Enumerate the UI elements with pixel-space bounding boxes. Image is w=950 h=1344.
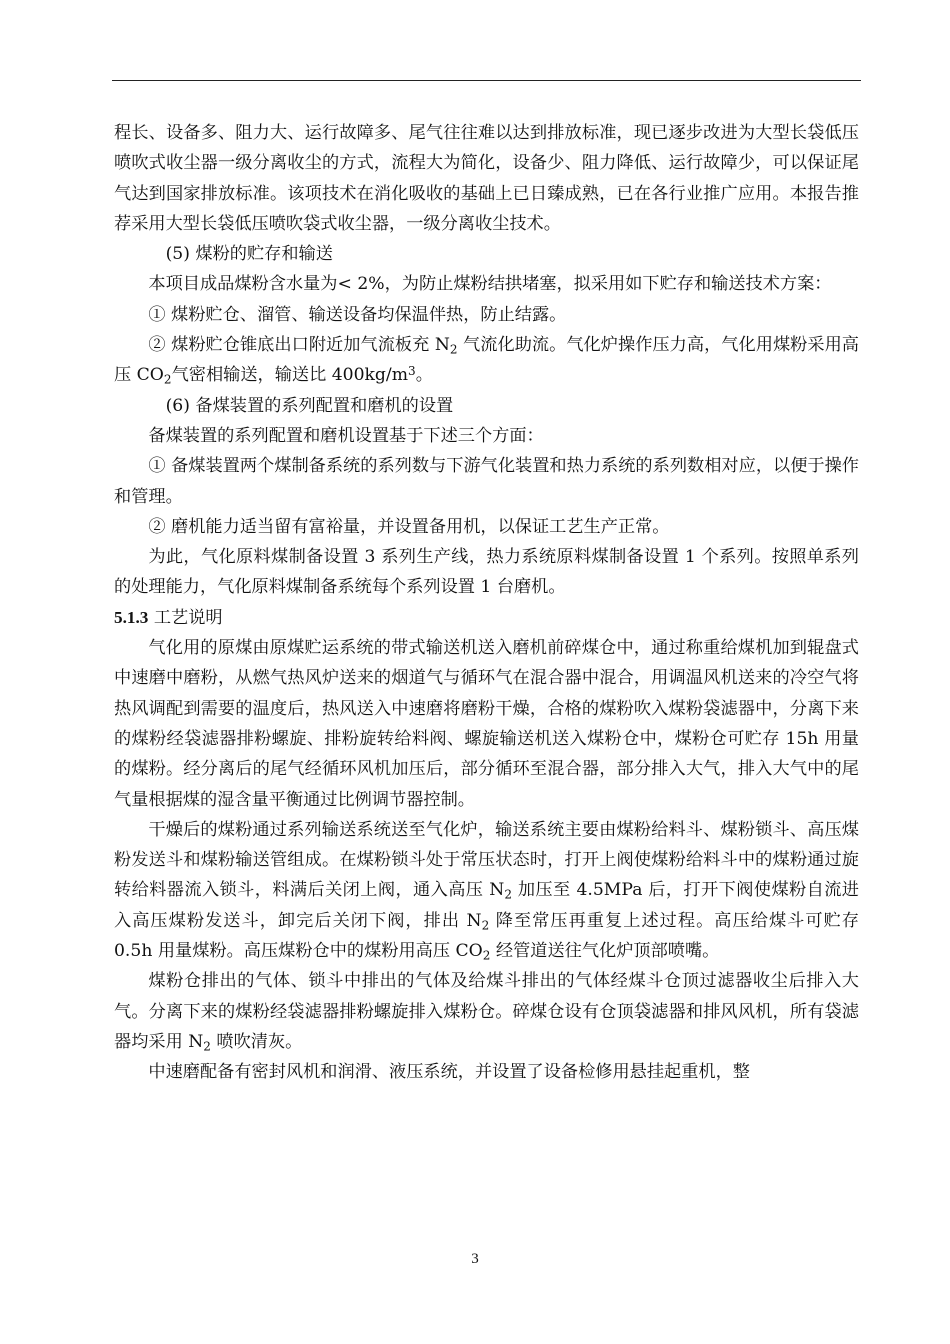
page-number: 3 <box>471 1251 479 1267</box>
section-title: 工艺说明 <box>153 607 223 628</box>
paragraph-dust-collection: 程长、设备多、阻力大、运行故障多、尾气往往难以达到排放标准，现已逐步改进为大型长袋低压喷吹式收尘器一级分离收尘的方式，流程大为简化，设备少、阻力降低、运行故障少，可以保证尾气达到国家排放标准。该项技术在消化吸收的基础上已日臻成熟，已在各行业推广应用。本报告推荐采用大型长袋低压喷吹袋式收尘器，一级分离收尘技术。 <box>114 123 859 234</box>
paragraph-exhaust-gas: 煤粉仓排出的气体、锁斗中排出的气体及给煤斗排出的气体经煤斗仓顶过滤器收尘后排入大气。分离下来的煤粉经袋滤器排粉螺旋排入煤粉仓。碎煤仓设有仓顶袋滤器和排风风机，所有袋滤器均采用 $N_2$ 喷吹清灰。 <box>114 971 859 1054</box>
paragraph-grinding-process: 气化用的原煤由原煤贮运系统的带式输送机送入磨机前碎煤仓中，通过称重给煤机加到辊盘式中速磨中磨粉，从燃气热风炉送来的烟道气与循环气在混合器中混合，用调温风机送来的冷空气将热风调配到需要的温度后，热风送入中速磨将磨粉干燥，合格的煤粉吹入煤粉袋滤器中，分离下来的煤粉经袋滤器排粉螺旋、排粉旋转给料阀、螺旋输送机送入煤粉仓中，煤粉仓可贮存 15h 用量的煤粉。经分离后的尾气经循环风机加压后，部分循环至混合器，部分排入大气，排入大气中的尾气量根据煤的湿含量平衡通过比例调节器控制。 <box>114 638 859 810</box>
paragraph-moisture: 本项目成品煤粉含水量为< 2%，为防止煤粉结拱堵塞，拟采用如下贮存和输送技术方案： <box>148 274 832 295</box>
section-number: 5.1.3 <box>114 607 149 627</box>
list-item-fluidization: ② 煤粉贮仓锥底出口附近加气流板充 $N_2$ 气流化助流。气化炉操作压力高，气化用煤粉采用高压 $CO_2$气密相输送，输送比 $400kg/m^3$。 <box>114 335 859 387</box>
paragraph-production-lines: 为此，气化原料煤制备设置 3 系列生产线，热力系统原料煤制备设置 1 个系列。按照单系列的处理能力，气化原料煤制备系统每个系列设置 1 台磨机。 <box>114 547 859 598</box>
heading-series-config: (6) 备煤装置的系列配置和磨机的设置 <box>165 395 454 416</box>
header-rule <box>112 80 861 81</box>
heading-coal-storage: (5) 煤粉的贮存和输送 <box>165 244 333 265</box>
list-item-series-count: ① 备煤装置两个煤制备系统的系列数与下游气化装置和热力系统的系列数相对应，以便于操作和管理。 <box>114 456 859 507</box>
section-heading <box>114 603 859 633</box>
list-item-mill-capacity: ② 磨机能力适当留有富裕量，并设置备用机，以保证工艺生产正常。 <box>148 516 670 537</box>
paragraph-conveying-system: 干燥后的煤粉通过系列输送系统送至气化炉，输送系统主要由煤粉给料斗、煤粉锁斗、高压煤粉发送斗和煤粉输送管组成。在煤粉锁斗处于常压状态时，打开上阀使煤粉给料斗中的煤粉通过旋转给料器流入锁斗，料满后关闭上阀，通入高压 $N_2$ 加压至 4.5MPa 后，打开下阀使煤粉自流进入高压煤粉发送斗，卸完后关闭下阀，排出 $N_2$ 降至常压再重复上述过程。高压给煤斗可贮存 0.5h 用量煤粉。高压煤粉仓中的煤粉用高压 $CO_2$ 经管道送往气化炉顶部喷嘴。 <box>114 819 859 963</box>
paragraph-three-aspects: 备煤装置的系列配置和磨机设置基于下述三个方面： <box>148 425 544 446</box>
list-item-heat-tracing: ① 煤粉贮仓、溜管、输送设备均保温伴热，防止结露。 <box>148 304 567 325</box>
page-body <box>114 118 859 1088</box>
paragraph-mill-equipment: 中速磨配备有密封风机和润滑、液压系统，并设置了设备检修用悬挂起重机，整 <box>148 1062 750 1083</box>
